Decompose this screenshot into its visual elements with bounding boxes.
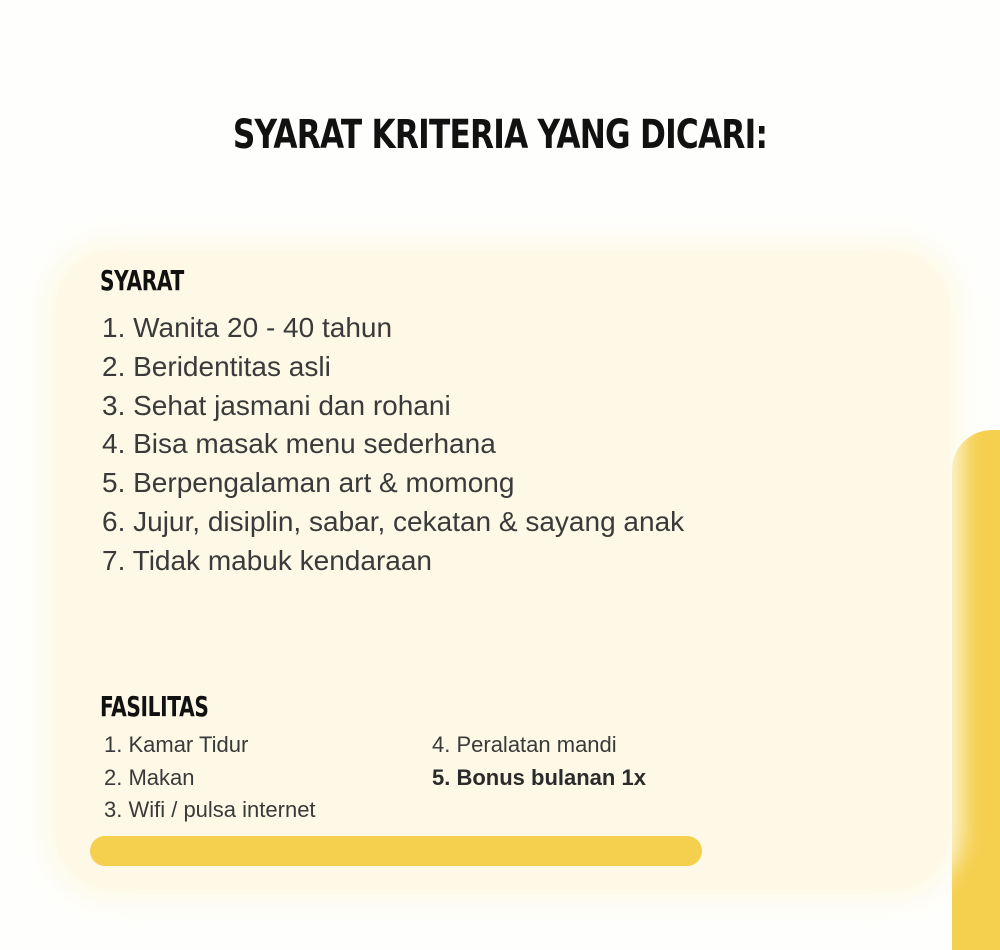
- decorative-yellow-shape: [952, 430, 1000, 950]
- fasilitas-item: 4. Peralatan mandi: [432, 732, 617, 757]
- syarat-item: 4. Bisa masak menu sederhana: [102, 428, 496, 460]
- syarat-item: 6. Jujur, disiplin, sabar, cekatan & sayang anak: [102, 505, 685, 537]
- fasilitas-list-left: [104, 729, 316, 827]
- fasilitas-item: 3. Wifi / pulsa internet: [104, 797, 316, 822]
- syarat-item: 7. Tidak mabuk kendaraan: [102, 544, 432, 576]
- syarat-item: 3. Sehat jasmani dan rohani: [102, 389, 451, 421]
- fasilitas-heading: FASILITAS: [100, 690, 209, 723]
- syarat-item: 1. Wanita 20 - 40 tahun: [102, 312, 393, 343]
- syarat-heading: SYARAT: [100, 264, 184, 297]
- fasilitas-item: 2. Makan: [104, 764, 195, 790]
- syarat-item: 5. Berpengalaman art & momong: [102, 467, 515, 499]
- syarat-item: 2. Beridentitas asli: [102, 350, 331, 382]
- fasilitas-list-right: [432, 729, 646, 794]
- contact-banner: [90, 836, 702, 866]
- fasilitas-item-bonus: 5. Bonus bulanan 1x: [432, 764, 646, 790]
- syarat-list: [102, 309, 684, 581]
- fasilitas-item: 1. Kamar Tidur: [104, 732, 249, 757]
- page-title: SYARAT KRITERIA YANG DICARI:: [232, 112, 768, 158]
